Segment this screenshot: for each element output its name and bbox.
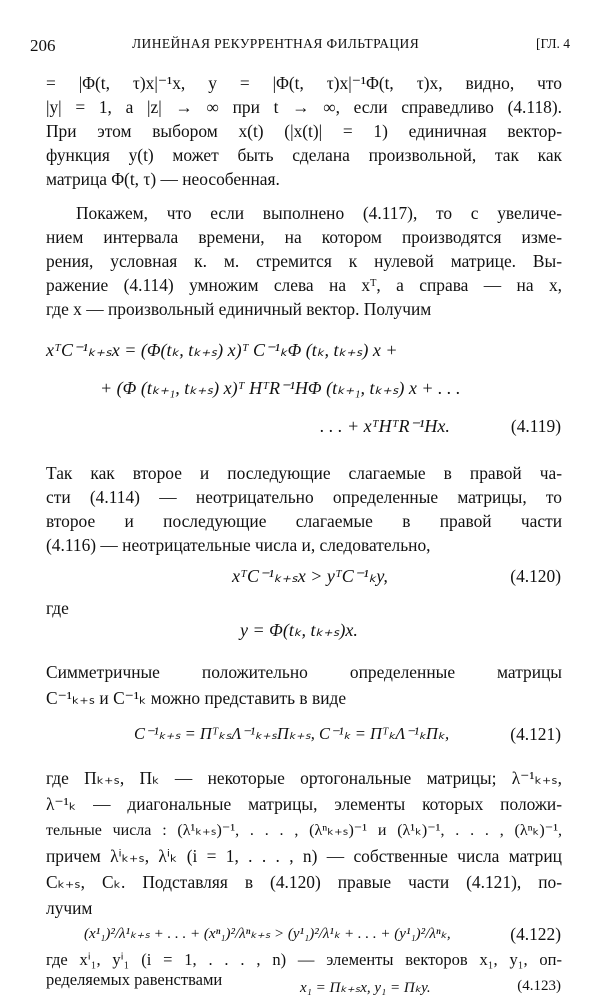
text-line: Cₖ₊ₛ, Cₖ. Подставляя в (4.120) правые части (4.121), по- bbox=[46, 872, 562, 892]
equation-4-121: C⁻¹ₖ₊ₛ = ΠᵀₖₛΛ⁻¹ₖ₊ₛΠₖ₊ₛ, C⁻¹ₖ = ΠᵀₖΛ⁻¹ₖΠₖ, bbox=[134, 724, 450, 743]
text-line: C⁻¹ₖ₊ₛ и C⁻¹ₖ можно представить в виде bbox=[46, 688, 347, 708]
equation-number: (4.119) bbox=[510, 416, 561, 436]
text-line: сти (4.114) — неотрицательно определенные матрицы, то bbox=[46, 487, 562, 507]
equation-4-119-line-3: . . . + xᵀHᵀR⁻¹Hx. bbox=[320, 416, 450, 436]
text-line: ражение (4.114) умножим слева на xᵀ, а справа — на x, bbox=[46, 275, 562, 295]
text-line: где bbox=[46, 598, 69, 618]
equation-number: (4.122) bbox=[510, 924, 561, 944]
text-line: где x — произвольный единичный вектор. Получим bbox=[46, 299, 432, 319]
text-line: функция y(t) может быть сделана произвольной, так как bbox=[46, 145, 562, 165]
page-header bbox=[30, 36, 570, 62]
equation-4-119-line-1: xᵀC⁻¹ₖ₊ₛx = (Φ(tₖ, tₖ₊ₛ) x)ᵀ C⁻¹ₖΦ (tₖ, tₖ₊ₛ) x + bbox=[46, 340, 398, 360]
equation-number: (4.120) bbox=[510, 566, 561, 586]
page-number: 206 bbox=[30, 36, 56, 55]
text-line: лучим bbox=[46, 898, 93, 918]
text-line: λ⁻¹ₖ — диагональные матрицы, элементы которых положи- bbox=[46, 794, 562, 814]
text-line: второе и последующие слагаемые в правой части bbox=[46, 511, 562, 531]
text-line: = |Φ(t, τ)x|⁻¹x, y = |Φ(t, τ)x|⁻¹Φ(t, τ)x, видно, что bbox=[46, 73, 562, 93]
text-line: тельные числа : (λ¹ₖ₊ₛ)⁻¹, . . . , (λⁿₖ₊ₛ)⁻¹ и (λ¹ₖ)⁻¹, . . . , (λⁿₖ)⁻¹, bbox=[46, 822, 562, 839]
text-line: |y| = 1, а |z| → ∞ при t → ∞, если справедливо (4.118). bbox=[46, 97, 562, 117]
equation-number: (4.121) bbox=[510, 724, 561, 744]
equation-4-119-line-2: + (Φ (tₖ₊₁, tₖ₊ₛ) x)ᵀ HᵀR⁻¹HΦ (tₖ₊₁, tₖ₊ₛ) x + . . . bbox=[100, 378, 461, 398]
chapter-label: [ГЛ. 4 bbox=[536, 36, 570, 51]
equation-4-120-where: y = Φ(tₖ, tₖ₊ₛ)x. bbox=[240, 620, 358, 640]
equation-4-122: (x¹₁)²/λ¹ₖ₊ₛ + . . . + (xⁿ₁)²/λⁿₖ₊ₛ > (y¹₁)²/λ¹ₖ + . . . + (y¹₁)²/λⁿₖ, bbox=[84, 926, 451, 942]
text-line: Симметричные положительно определенные матрицы bbox=[46, 662, 562, 682]
text-line: (4.116) — неотрицательные числа и, следовательно, bbox=[46, 535, 431, 555]
equation-4-123: x₁ = Πₖ₊ₛx, y₁ = Πₖy. bbox=[300, 980, 431, 996]
text-line: причем λⁱₖ₊ₛ, λⁱₖ (i = 1, . . . , n) — собственные числа матриц bbox=[46, 846, 562, 866]
text-line: где Πₖ₊ₛ, Πₖ — некоторые ортогональные матрицы; λ⁻¹ₖ₊ₛ, bbox=[46, 768, 562, 788]
text-line: нием интервала времени, на котором производятся изме- bbox=[46, 227, 562, 247]
equation-number: (4.123) bbox=[517, 978, 561, 994]
text-line: рения, условная к. м. стремится к нулевой матрице. Вы- bbox=[46, 251, 562, 271]
text-line: При этом выбором x(t) (|x(t)| = 1) единичная вектор- bbox=[46, 121, 562, 141]
text-line: где xⁱ₁, yⁱ₁ (i = 1, . . . , n) — элементы векторов x₁, y₁, оп- bbox=[46, 950, 562, 969]
text-line: Покажем, что если выполнено (4.117), то с увеличе- bbox=[76, 203, 562, 223]
text-line: матрица Φ(t, τ) — неособенная. bbox=[46, 169, 280, 189]
text-line: Так как второе и последующие слагаемые в правой ча- bbox=[46, 463, 562, 483]
equation-4-120: xᵀC⁻¹ₖ₊ₛx > yᵀC⁻¹ₖy, bbox=[232, 566, 388, 586]
running-title: ЛИНЕЙНАЯ РЕКУРРЕНТНАЯ ФИЛЬТРАЦИЯ bbox=[132, 36, 420, 51]
text-line: ределяемых равенствами bbox=[46, 970, 223, 989]
